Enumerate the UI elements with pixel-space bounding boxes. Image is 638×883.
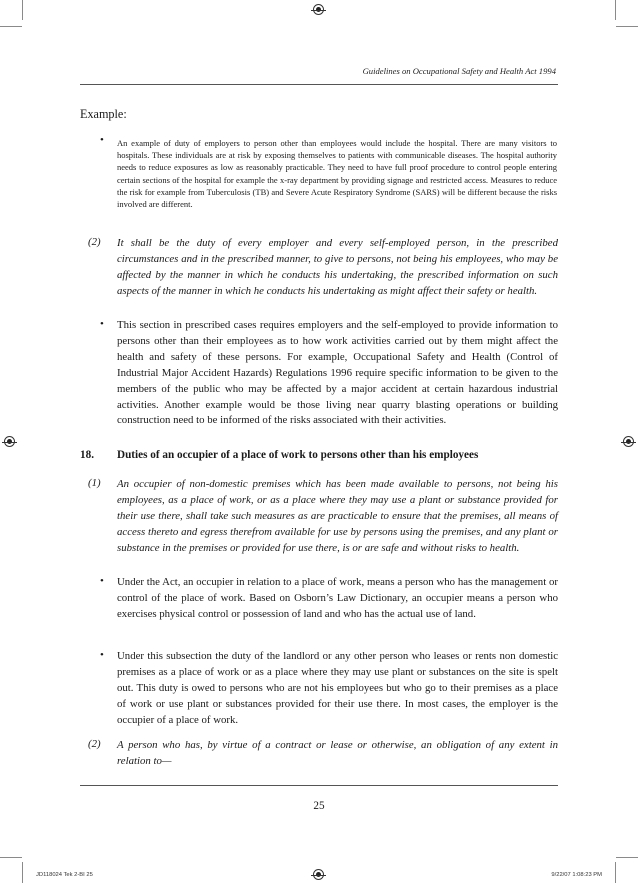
registration-mark-right-icon <box>623 436 634 447</box>
crop-mark-bottom-left <box>0 857 22 858</box>
header-rule <box>80 84 558 85</box>
registration-mark-top-icon <box>313 4 324 15</box>
clause-marker: (2) <box>88 236 101 248</box>
clause-paragraph: It shall be the duty of every employer and every self-employed person, in the prescribed circumstances and in the prescribed manner, to give to persons, not being his employees, who may be affected by the manner in which he conducts his undertaking, the prescribed information on such aspects of the manner in which he conducts his undertaking as might affect their safety or health. <box>117 237 558 297</box>
bullet-icon: • <box>100 649 104 661</box>
section18-clause1-paragraph: An occupier of non-domestic premises which has been made available to persons, not being his employees, as a place of work, or as a place where they may use a plant or substance provided for their use there, shall take such measures as are practicable to ensure that the premises, all means of access thereto and egress therefrom available for use by persons using the premises, and any plant or substance in the premises or provided for use there, is or are safe and without risks to health. <box>117 478 558 554</box>
print-slug-right: 9/22/07 1:08:23 PM <box>551 872 602 878</box>
crop-mark-bottom-right-v <box>615 862 616 883</box>
section-title: Duties of an occupier of a place of work to persons other than his employees <box>117 449 479 461</box>
prescribed-cases-paragraph: This section in prescribed cases requires employers and the self-employed to provide information to persons other than their employees as to how work activities carried out by them might affect the health and safety of these persons. For example, Occupational Safety and Health (Control of Industrial Major Accident Hazards) Regulations 1996 require specific information to be given to the members of the public who may be affected by a major accident at certain hazardous industrial activities. Another example would be those living near quarry blasting operations or building construction need to be informed of the risks associated with their activities. <box>117 319 558 427</box>
running-header: Guidelines on Occupational Safety and Health Act 1994 <box>362 66 556 76</box>
crop-mark-top-right-v <box>615 0 616 20</box>
clause-marker: (2) <box>88 738 101 750</box>
footer-rule <box>80 785 558 786</box>
print-slug-left: JD118024 Tek 2-BI 25 <box>36 872 93 878</box>
crop-mark-top-right <box>616 26 638 27</box>
crop-mark-bottom-right <box>616 857 638 858</box>
landlord-duty-paragraph: Under this subsection the duty of the landlord or any other person who leases or rents non domestic premises as a place of work or as a place where they may use plant or substances on the site is spelt out. This duty is owed to persons who are not his employees but who go to their premises as a place of work or use plant or substances provided for their use there. In most cases, the employer is the occupier of a place of work. <box>117 650 558 726</box>
registration-mark-left-icon <box>4 436 15 447</box>
bullet-icon: • <box>100 575 104 587</box>
clause-marker: (1) <box>88 477 101 489</box>
example-label: Example: <box>80 107 127 121</box>
crop-mark-top-left <box>0 26 22 27</box>
page-number: 25 <box>313 800 325 812</box>
section-number: 18. <box>80 449 94 461</box>
occupier-definition-paragraph: Under the Act, an occupier in relation to a place of work, means a person who has the management or control of the place of work. Based on Osborn’s Law Dictionary, an occupier means a person who exercises physical control or possession of land and who has the actual use of land. <box>117 576 558 620</box>
registration-mark-bottom-icon <box>313 869 324 880</box>
crop-mark-bottom-left-v <box>22 862 23 883</box>
bullet-icon: • <box>100 134 104 146</box>
crop-mark-top-left-v <box>22 0 23 20</box>
section18-clause2-paragraph: A person who has, by virtue of a contract or lease or otherwise, an obligation of any extent in relation to— <box>117 739 558 767</box>
example-paragraph: An example of duty of employers to person other than employees would include the hospital. There are many visitors to hospitals. These individuals are at risk by exposing themselves to patients with communicable diseases. The hospital authority needs to reduce exposures as low as reasonably practicable. They need to have full proof procedure to control people entering certain sections of the hospital for example the x-ray department by providing signage and restricted access. Measures to reduce the risk for example from Tuberculosis (TB) and Severe Acute Respiratory Syndrome (SARS) will be different because the risks involved are different. <box>117 138 557 210</box>
bullet-icon: • <box>100 318 104 330</box>
